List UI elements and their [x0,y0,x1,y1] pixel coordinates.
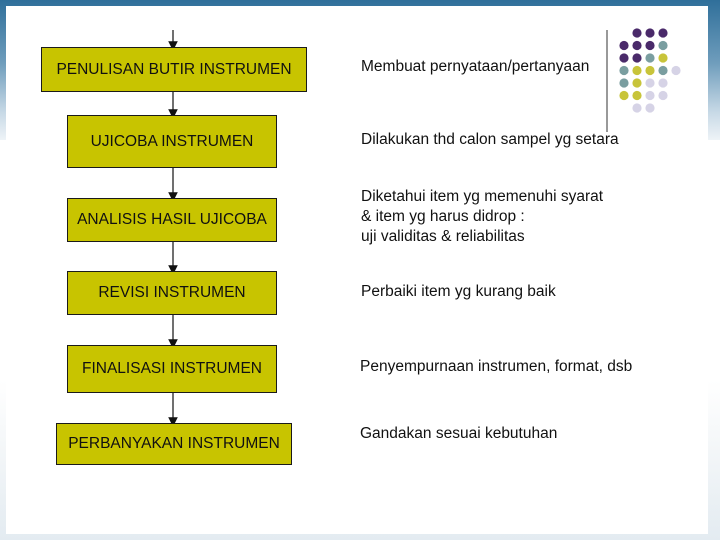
note-line: Gandakan sesuai kebutuhan [360,425,558,442]
decorative-dot [619,78,628,87]
decorative-dot [645,41,654,50]
decorative-dot [619,41,628,50]
decorative-dot [619,91,628,100]
decorative-dot [632,66,641,75]
step-box-finalisasi: FINALISASI INSTRUMEN [67,345,277,393]
step-box-penulisan: PENULISAN BUTIR INSTRUMEN [41,47,307,92]
note-line: Penyempurnaan instrumen, format, dsb [360,358,633,375]
decorative-dot [645,66,654,75]
note-line: uji validitas & reliabilitas [361,228,525,245]
decorative-dot [645,103,654,112]
note-line: Dilakukan thd calon sampel yg setara [361,131,619,148]
decorative-dot [645,28,654,37]
decorative-dot [619,53,628,62]
decorative-dot [632,41,641,50]
decorative-dot [645,78,654,87]
decorative-dot [632,53,641,62]
note-line: Diketahui item yg memenuhi syarat [361,188,604,205]
decorative-dot [632,28,641,37]
note-line: Membuat pernyataan/pertanyaan [361,58,590,75]
decorative-dot [619,66,628,75]
note-line: & item yg harus didrop : [361,208,525,225]
decorative-dot [658,53,667,62]
note-line: Perbaiki item yg kurang baik [361,283,556,300]
decorative-dot [658,28,667,37]
decorative-dot [658,41,667,50]
decorative-dot [658,78,667,87]
step-box-analisis: ANALISIS HASIL UJICOBA [67,198,277,242]
step-box-revisi: REVISI INSTRUMEN [67,271,277,315]
decorative-dot [632,103,641,112]
decorative-dot [658,66,667,75]
decorative-dot [671,66,680,75]
step-box-ujicoba: UJICOBA INSTRUMEN [67,115,277,168]
decorative-dot [658,91,667,100]
decorative-dot [632,91,641,100]
decorative-dot [645,91,654,100]
step-box-perbanyakan: PERBANYAKAN INSTRUMEN [56,423,292,465]
decorative-dot [632,78,641,87]
decorative-dot [645,53,654,62]
